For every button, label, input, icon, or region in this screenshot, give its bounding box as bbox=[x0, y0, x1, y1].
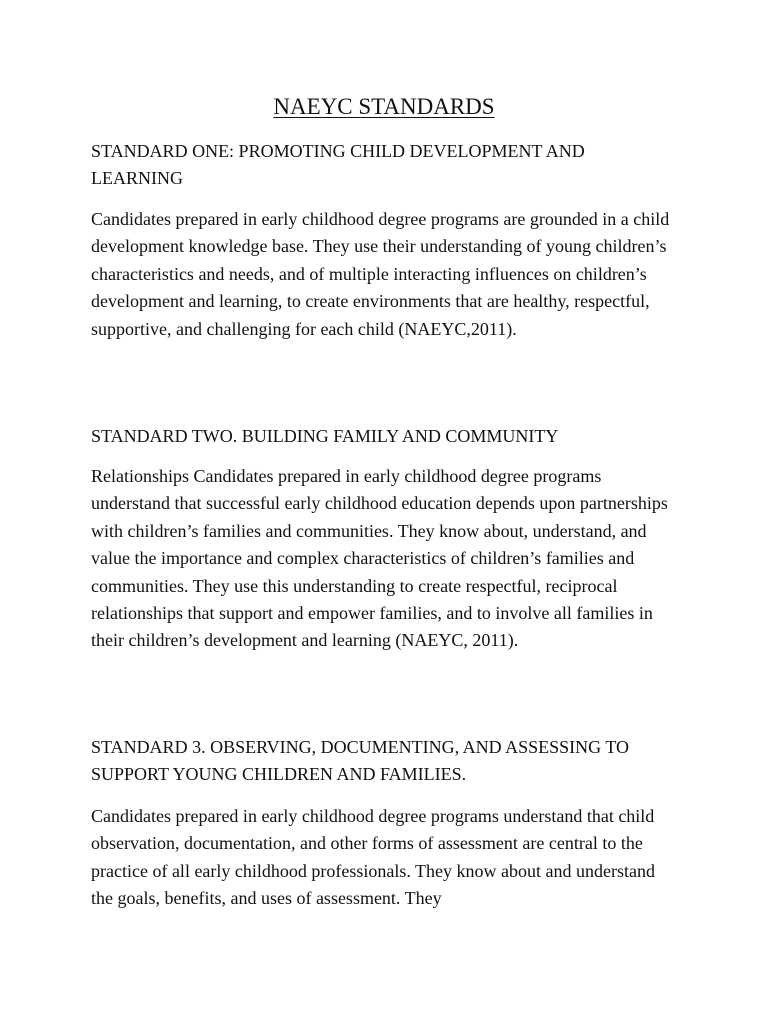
section-1-heading: STANDARD ONE: PROMOTING CHILD DEVELOPMENT AND LEARNING bbox=[91, 141, 585, 189]
section-3-body: Candidates prepared in early childhood degree programs understand that child observation, documentation, and other forms of assessment are central to the practice of all early childhood professionals. They know about and understand the goals, benefits, and uses of assessment. They bbox=[91, 806, 656, 909]
section-3-heading: STANDARD 3. OBSERVING, DOCUMENTING, AND ASSESSING TO SUPPORT YOUNG CHILDREN AND FAMILIES. bbox=[91, 737, 630, 785]
section-2-body: Relationships Candidates prepared in early childhood degree programs understand that successful early childhood education depends upon partnerships with children’s families and communities. They know about, understand, and value the importance and complex characteristics of children’s families and communities. They use this understanding to create respectful, reciprocal relationships that support and empower families, and to involve all families in their children’s development and learning (NAEYC, 2011). bbox=[91, 466, 668, 651]
section-2-heading: STANDARD TWO. BUILDING FAMILY AND COMMUNITY bbox=[91, 426, 559, 446]
document-title: NAEYC STANDARDS bbox=[273, 94, 495, 119]
section-1-body: Candidates prepared in early childhood degree programs are grounded in a child development knowledge base. They use their understanding of young children’s characteristics and needs, and of multiple interacting influences on children’s development and learning, to create environments that are healthy, respectful, supportive, and challenging for each child (NAEYC,2011). bbox=[91, 209, 670, 339]
